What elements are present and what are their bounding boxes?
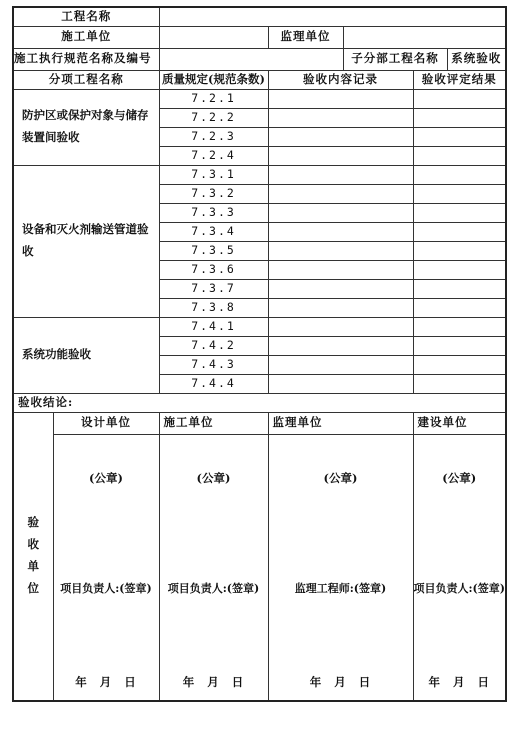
unit-names-row (13, 412, 506, 434)
result-cell[interactable] (413, 222, 506, 241)
record-cell[interactable] (268, 260, 413, 279)
record-cell[interactable] (268, 355, 413, 374)
seal-construction: (公章) (196, 470, 231, 485)
unit-name-construction: 施工单位 (159, 412, 268, 434)
group-name: 防护区或保护对象与储存装置间验收 (13, 89, 159, 165)
supervision-unit-value[interactable] (343, 26, 506, 48)
record-cell[interactable] (268, 165, 413, 184)
result-cell[interactable] (413, 298, 506, 317)
record-cell[interactable] (268, 241, 413, 260)
record-cell[interactable] (268, 89, 413, 108)
group-name: 设备和灭火剂输送管道验收 (13, 165, 159, 317)
clause-number: 7.3.7 (159, 279, 268, 298)
clause-row (13, 317, 506, 336)
clause-number: 7.3.1 (159, 165, 268, 184)
clause-number: 7.2.4 (159, 146, 268, 165)
clause-number: 7.3.8 (159, 298, 268, 317)
clause-number: 7.3.4 (159, 222, 268, 241)
unit-name-owner: 建设单位 (413, 412, 506, 434)
record-cell[interactable] (268, 108, 413, 127)
acceptance-table (12, 6, 507, 702)
record-cell[interactable] (268, 127, 413, 146)
clause-number: 7.3.3 (159, 203, 268, 222)
unit-name-supervision: 监理单位 (268, 412, 413, 434)
result-cell[interactable] (413, 89, 506, 108)
clause-number: 7.3.5 (159, 241, 268, 260)
date-supervision: 年 月 日 (309, 674, 372, 689)
clause-number: 7.2.3 (159, 127, 268, 146)
record-cell[interactable] (268, 336, 413, 355)
record-cell[interactable] (268, 203, 413, 222)
conclusion-row (13, 393, 506, 412)
signature-row (13, 434, 506, 701)
clause-number: 7.3.6 (159, 260, 268, 279)
clause-row (13, 89, 506, 108)
conclusion-label: 验收结论: (13, 393, 506, 412)
signature-cell-design[interactable] (53, 434, 159, 701)
clause-number: 7.4.4 (159, 374, 268, 393)
construction-unit-label: 施工单位 (13, 26, 159, 48)
signer-construction: 项目负责人:(签章) (167, 581, 260, 595)
header-quality-rule: 质量规定(规范条数) (159, 70, 268, 89)
seal-design: (公章) (89, 470, 123, 485)
result-cell[interactable] (413, 108, 506, 127)
standard-value[interactable] (159, 48, 343, 70)
result-cell[interactable] (413, 184, 506, 203)
subdivision-label: 子分部工程名称 (343, 48, 447, 70)
standard-row (13, 48, 506, 70)
column-header-row (13, 70, 506, 89)
construction-unit-value[interactable] (159, 26, 268, 48)
standard-label: 施工执行规范名称及编号 (13, 48, 159, 70)
record-cell[interactable] (268, 184, 413, 203)
signer-owner: 项目负责人:(签章) (413, 581, 505, 595)
seal-owner: (公章) (442, 470, 477, 485)
result-cell[interactable] (413, 317, 506, 336)
unit-name-design: 设计单位 (53, 412, 159, 434)
clause-number: 7.3.2 (159, 184, 268, 203)
result-cell[interactable] (413, 241, 506, 260)
result-cell[interactable] (413, 336, 506, 355)
clause-number: 7.4.1 (159, 317, 268, 336)
project-name-value[interactable] (159, 7, 506, 26)
result-cell[interactable] (413, 355, 506, 374)
record-cell[interactable] (268, 146, 413, 165)
clause-number: 7.4.2 (159, 336, 268, 355)
date-owner: 年 月 日 (428, 674, 490, 689)
date-construction: 年 月 日 (182, 674, 245, 689)
header-result: 验收评定结果 (413, 70, 506, 89)
acceptance-units-label (13, 412, 53, 701)
supervision-unit-label: 监理单位 (268, 26, 343, 48)
signer-supervision: 监理工程师:(签章) (294, 581, 387, 595)
result-cell[interactable] (413, 260, 506, 279)
result-cell[interactable] (413, 374, 506, 393)
signature-cell-owner[interactable] (413, 434, 506, 701)
header-item-name: 分项工程名称 (13, 70, 159, 89)
unit-row (13, 26, 506, 48)
project-name-label: 工程名称 (13, 7, 159, 26)
result-cell[interactable] (413, 279, 506, 298)
signature-cell-supervision[interactable] (268, 434, 413, 701)
signature-cell-construction[interactable] (159, 434, 268, 701)
header-record: 验收内容记录 (268, 70, 413, 89)
result-cell[interactable] (413, 146, 506, 165)
clause-number: 7.2.2 (159, 108, 268, 127)
record-cell[interactable] (268, 222, 413, 241)
record-cell[interactable] (268, 298, 413, 317)
group-name: 系统功能验收 (13, 317, 159, 393)
acceptance-units-text: 验收单位 (27, 515, 39, 595)
result-cell[interactable] (413, 203, 506, 222)
record-cell[interactable] (268, 374, 413, 393)
result-cell[interactable] (413, 127, 506, 146)
record-cell[interactable] (268, 279, 413, 298)
signer-design: 项目负责人:(签章) (60, 581, 152, 595)
clause-number: 7.2.1 (159, 89, 268, 108)
project-name-row (13, 7, 506, 26)
clause-row (13, 165, 506, 184)
date-design: 年 月 日 (75, 674, 137, 689)
result-cell[interactable] (413, 165, 506, 184)
record-cell[interactable] (268, 317, 413, 336)
seal-supervision: (公章) (323, 470, 358, 485)
subdivision-value: 系统验收 (447, 48, 506, 70)
clause-number: 7.4.3 (159, 355, 268, 374)
